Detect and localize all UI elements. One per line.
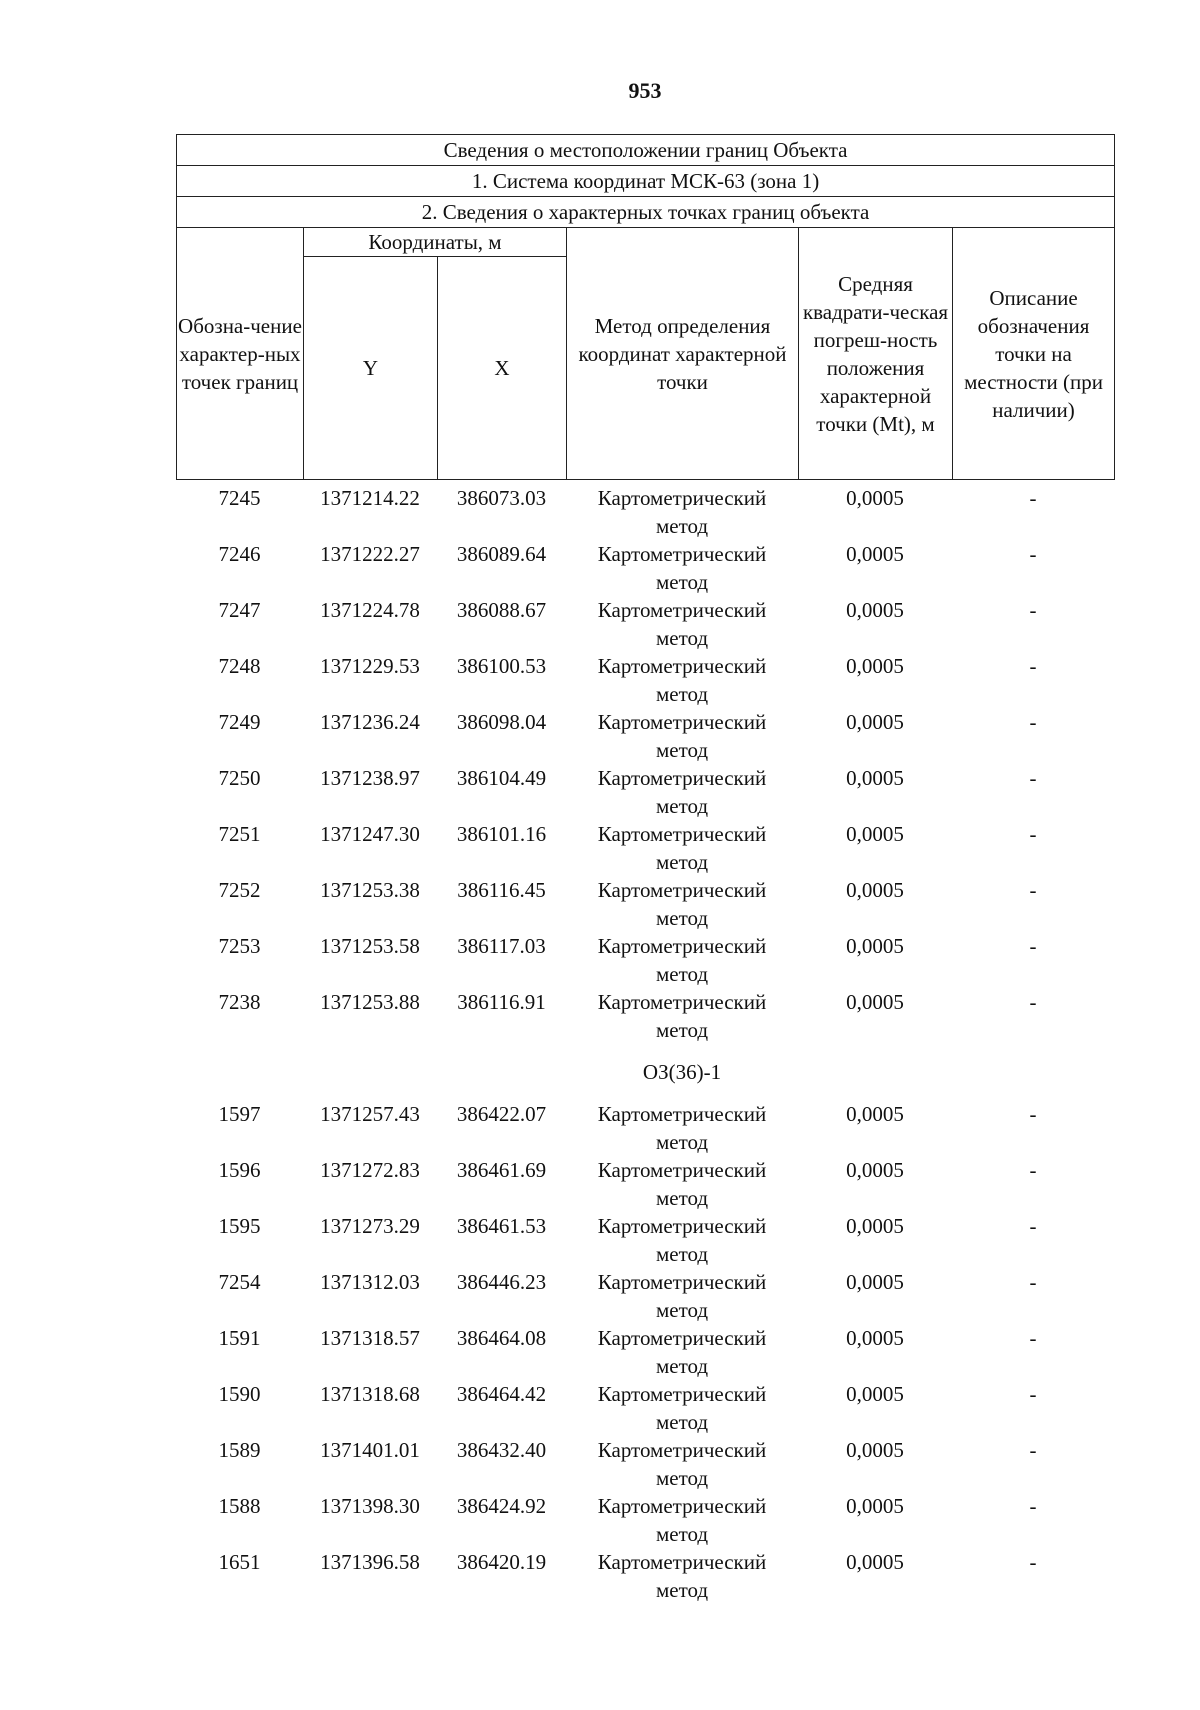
description-cell: - (1029, 822, 1037, 846)
accuracy-cell: 0,0005 (846, 1438, 904, 1462)
col-x-header: X (438, 257, 567, 480)
coord-x-cell: 386117.03 (457, 934, 546, 958)
col-coords-group-header: Координаты, м (304, 228, 567, 257)
point-id-cell: 7245 (218, 486, 261, 510)
method-line-2: метод (655, 906, 709, 930)
method-line-1: Картометрический (597, 990, 767, 1014)
table-row (176, 876, 1114, 932)
accuracy-cell: 0,0005 (846, 1382, 904, 1406)
coord-y-cell: 1371253.38 (320, 878, 420, 902)
method-line-2: метод (655, 850, 709, 874)
table-row (176, 1100, 1114, 1156)
method-line-1: Картометрический (597, 1494, 767, 1518)
coord-y-cell: 1371312.03 (320, 1270, 420, 1294)
method-cell (566, 1268, 798, 1324)
point-id-cell: 1591 (218, 1326, 261, 1350)
point-id-cell: 7248 (218, 654, 261, 678)
description-cell: - (1029, 990, 1037, 1014)
description-cell: - (1029, 934, 1037, 958)
accuracy-cell: 0,0005 (846, 766, 904, 790)
method-line-1: Картометрический (597, 1214, 767, 1238)
accuracy-cell: 0,0005 (846, 654, 904, 678)
point-id-cell: 7252 (218, 878, 261, 902)
coord-y-cell: 1371318.68 (320, 1382, 420, 1406)
method-cell (566, 820, 798, 876)
coord-y-cell: 1371398.30 (320, 1494, 420, 1518)
method-cell (566, 1212, 798, 1268)
points-block-2 (176, 1100, 1114, 1604)
method-line-2: метод (655, 1522, 709, 1546)
point-id-cell: 7247 (218, 598, 261, 622)
point-id-cell: 7254 (218, 1270, 261, 1294)
method-cell (566, 1548, 798, 1604)
section-label: ОЗ(36)-1 (642, 1060, 722, 1084)
point-id-cell: 7249 (218, 710, 261, 734)
method-line-1: Картометрический (597, 822, 767, 846)
coord-y-cell: 1371272.83 (320, 1158, 420, 1182)
coord-x-cell: 386116.91 (457, 990, 546, 1014)
accuracy-cell: 0,0005 (846, 1550, 904, 1574)
description-cell: - (1029, 542, 1037, 566)
description-cell: - (1029, 1270, 1037, 1294)
method-cell (566, 540, 798, 596)
coord-y-cell: 1371273.29 (320, 1214, 420, 1238)
description-cell: - (1029, 1102, 1037, 1126)
description-cell: - (1029, 1438, 1037, 1462)
table-row (176, 540, 1114, 596)
description-cell: - (1029, 654, 1037, 678)
table-row (176, 988, 1114, 1044)
header-table (176, 134, 1115, 480)
method-line-1: Картометрический (597, 1550, 767, 1574)
col-method-header: Метод определения координат характерной точки (567, 228, 799, 480)
method-cell (566, 596, 798, 652)
coord-x-cell: 386098.04 (456, 710, 547, 734)
accuracy-cell: 0,0005 (846, 1326, 904, 1350)
method-cell (566, 1156, 798, 1212)
description-cell: - (1029, 710, 1037, 734)
description-cell: - (1029, 1326, 1037, 1350)
method-line-2: метод (655, 514, 709, 538)
coord-x-cell: 386089.64 (456, 542, 547, 566)
table-row (176, 708, 1114, 764)
coord-x-cell: 386088.67 (456, 598, 547, 622)
table-row (176, 652, 1114, 708)
method-line-2: метод (655, 794, 709, 818)
coord-system-label: 1. Система координат МСК-63 (зона 1) (177, 166, 1115, 197)
coord-y-cell: 1371224.78 (320, 598, 420, 622)
point-id-cell: 7251 (218, 822, 261, 846)
table-row (176, 820, 1114, 876)
method-cell (566, 764, 798, 820)
method-line-2: метод (655, 1130, 709, 1154)
accuracy-cell: 0,0005 (846, 1270, 904, 1294)
point-id-cell: 1588 (218, 1494, 261, 1518)
accuracy-cell: 0,0005 (846, 990, 904, 1014)
point-id-cell: 1590 (218, 1382, 261, 1406)
accuracy-cell: 0,0005 (846, 598, 904, 622)
table-row (176, 1156, 1114, 1212)
method-line-1: Картометрический (597, 542, 767, 566)
method-line-1: Картометрический (597, 934, 767, 958)
coord-x-cell: 386100.53 (456, 654, 547, 678)
coord-y-cell: 1371214.22 (320, 486, 420, 510)
method-line-1: Картометрический (597, 1438, 767, 1462)
method-line-1: Картометрический (597, 1158, 767, 1182)
points-heading: 2. Сведения о характерных точках границ объекта (177, 197, 1115, 228)
method-cell (566, 652, 798, 708)
method-line-1: Картометрический (597, 1102, 767, 1126)
coord-x-cell: 386104.49 (456, 766, 547, 790)
accuracy-cell: 0,0005 (846, 486, 904, 510)
method-cell (566, 932, 798, 988)
point-id-cell: 7246 (218, 542, 261, 566)
method-cell (566, 1380, 798, 1436)
method-cell (566, 1492, 798, 1548)
method-cell (566, 1324, 798, 1380)
accuracy-cell: 0,0005 (846, 1494, 904, 1518)
method-line-2: метод (655, 1578, 709, 1602)
table-row (176, 1380, 1114, 1436)
description-cell: - (1029, 486, 1037, 510)
method-line-1: Картометрический (597, 654, 767, 678)
coord-y-cell: 1371253.88 (320, 990, 420, 1014)
method-line-1: Картометрический (597, 598, 767, 622)
method-cell (566, 484, 798, 540)
points-block-1 (176, 484, 1114, 1044)
table-row (176, 484, 1114, 540)
accuracy-cell: 0,0005 (846, 1214, 904, 1238)
accuracy-cell: 0,0005 (846, 878, 904, 902)
point-id-cell: 1595 (218, 1214, 261, 1238)
coord-x-cell: 386424.92 (456, 1494, 547, 1518)
accuracy-cell: 0,0005 (846, 1158, 904, 1182)
accuracy-cell: 0,0005 (846, 822, 904, 846)
table-row (176, 764, 1114, 820)
coord-x-cell: 386432.40 (456, 1438, 547, 1462)
method-line-1: Картометрический (597, 1382, 767, 1406)
coord-y-cell: 1371247.30 (320, 822, 420, 846)
description-cell: - (1029, 598, 1037, 622)
description-cell: - (1029, 766, 1037, 790)
method-cell (566, 988, 798, 1044)
accuracy-cell: 0,0005 (846, 934, 904, 958)
table-row (176, 1324, 1114, 1380)
point-id-cell: 7250 (218, 766, 261, 790)
description-cell: - (1029, 1382, 1037, 1406)
point-id-cell: 1651 (218, 1550, 261, 1574)
table-row (176, 1492, 1114, 1548)
col-accuracy-header: Средняя квадрати-ческая погреш-ность положения характерной точки (Mt), м (799, 228, 953, 480)
coord-x-cell: 386464.42 (456, 1382, 547, 1406)
accuracy-cell: 0,0005 (846, 542, 904, 566)
table-row (176, 932, 1114, 988)
method-cell (566, 1436, 798, 1492)
method-line-2: метод (655, 1298, 709, 1322)
coord-x-cell: 386422.07 (456, 1102, 547, 1126)
accuracy-cell: 0,0005 (846, 1102, 904, 1126)
table-row (176, 1212, 1114, 1268)
coord-x-cell: 386446.23 (456, 1270, 547, 1294)
col-designation-header: Обозна-чение характер-ных точек границ (177, 228, 304, 480)
method-line-2: метод (655, 1466, 709, 1490)
method-line-2: метод (655, 1018, 709, 1042)
coord-x-cell: 386464.08 (456, 1326, 547, 1350)
coord-x-cell: 386101.16 (456, 822, 547, 846)
description-cell: - (1029, 1494, 1037, 1518)
coord-x-cell: 386420.19 (456, 1550, 547, 1574)
method-line-1: Картометрический (597, 1270, 767, 1294)
coord-x-cell: 386461.53 (456, 1214, 547, 1238)
coord-y-cell: 1371229.53 (320, 654, 420, 678)
table-row (176, 1436, 1114, 1492)
table-row (176, 1268, 1114, 1324)
method-cell (566, 708, 798, 764)
method-cell (566, 1100, 798, 1156)
method-line-2: метод (655, 570, 709, 594)
col-y-header: Y (304, 257, 438, 480)
method-line-2: метод (655, 1186, 709, 1210)
method-line-1: Картометрический (597, 1326, 767, 1350)
coord-x-cell: 386073.03 (456, 486, 547, 510)
coord-y-cell: 1371396.58 (320, 1550, 420, 1574)
coord-y-cell: 1371257.43 (320, 1102, 420, 1126)
header-title: Сведения о местоположении границ Объекта (177, 135, 1115, 166)
point-id-cell: 1597 (218, 1102, 261, 1126)
col-description-header: Описание обозначения точки на местности (при наличии) (953, 228, 1115, 480)
point-id-cell: 7253 (218, 934, 261, 958)
method-cell (566, 876, 798, 932)
method-line-2: метод (655, 1354, 709, 1378)
coord-y-cell: 1371222.27 (320, 542, 420, 566)
method-line-2: метод (655, 738, 709, 762)
coord-x-cell: 386116.45 (457, 878, 546, 902)
table-row (176, 1548, 1114, 1604)
description-cell: - (1029, 1550, 1037, 1574)
coord-y-cell: 1371253.58 (320, 934, 420, 958)
method-line-1: Картометрический (597, 766, 767, 790)
method-line-1: Картометрический (597, 878, 767, 902)
coord-y-cell: 1371236.24 (320, 710, 420, 734)
method-line-2: метод (655, 1242, 709, 1266)
table-row (176, 596, 1114, 652)
description-cell: - (1029, 1214, 1037, 1238)
method-line-1: Картометрический (597, 710, 767, 734)
method-line-1: Картометрический (597, 486, 767, 510)
accuracy-cell: 0,0005 (846, 710, 904, 734)
point-id-cell: 7238 (218, 990, 261, 1014)
method-line-2: метод (655, 1410, 709, 1434)
description-cell: - (1029, 878, 1037, 902)
section-row (176, 1044, 1114, 1100)
page-number: 953 (628, 78, 662, 103)
method-line-2: метод (655, 682, 709, 706)
coord-y-cell: 1371238.97 (320, 766, 420, 790)
points-table (176, 484, 1114, 1604)
method-line-2: метод (655, 626, 709, 650)
coord-y-cell: 1371401.01 (320, 1438, 420, 1462)
point-id-cell: 1589 (218, 1438, 261, 1462)
coord-y-cell: 1371318.57 (320, 1326, 420, 1350)
method-line-2: метод (655, 962, 709, 986)
point-id-cell: 1596 (218, 1158, 261, 1182)
coord-x-cell: 386461.69 (456, 1158, 547, 1182)
description-cell: - (1029, 1158, 1037, 1182)
